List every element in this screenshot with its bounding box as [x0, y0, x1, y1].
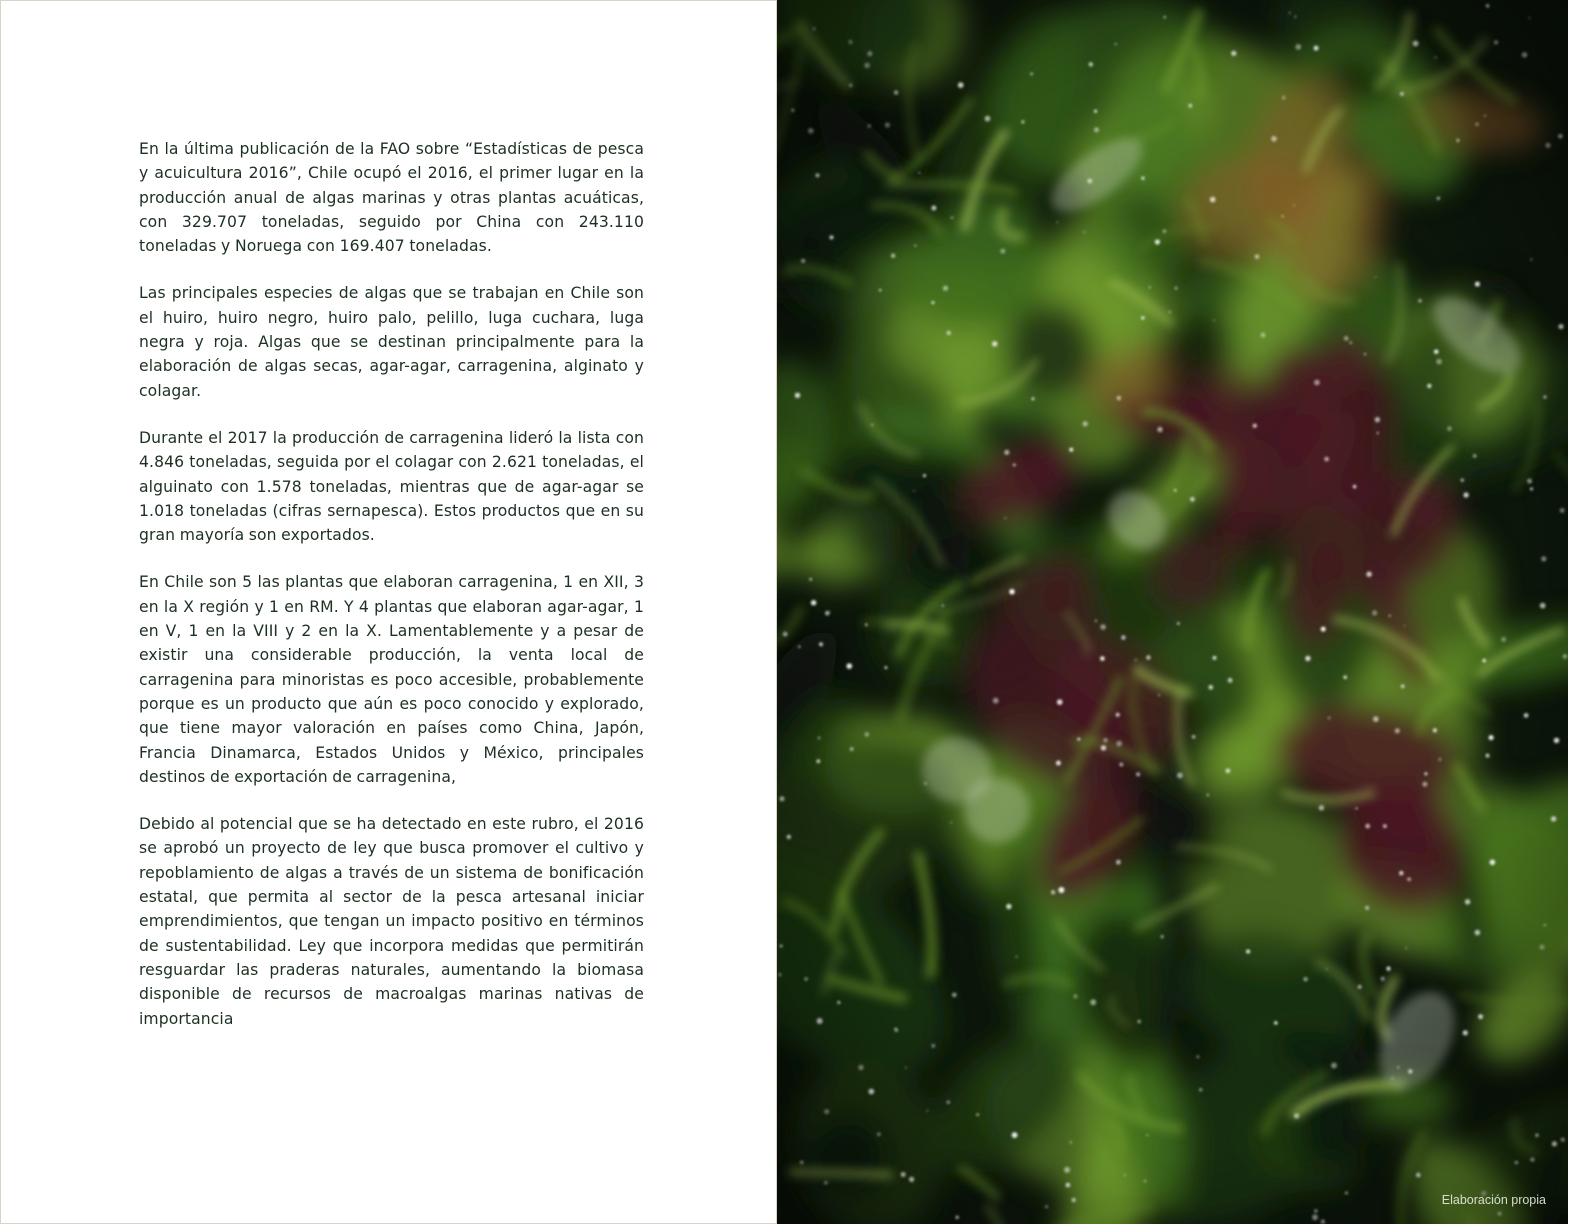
- paragraph-algae-law: Debido al potencial que se ha detectado en este rubro, el 2016 se aprobó un proyecto de ley que busca promover el cultivo y repoblamiento de algas a través de un sistema de bonificación estatal, que permita al sector de la pesca artesanal iniciar emprendimientos, que tengan un impacto positivo en términos de sustentabilidad. Ley que incorpora medidas que permitirán resguardar las praderas naturales, aumentando la biomasa disponible de recursos de macroalgas marinas nativas de importancia: [139, 815, 644, 1028]
- paragraph-production-2017: Durante el 2017 la producción de carragenina lideró la lista con 4.846 toneladas, seguida por el colagar con 2.621 toneladas, el alguinato con 1.578 toneladas, mientras que de agar-agar se 1.018 toneladas (cifras sernapesca). Estos productos que en su gran mayoría son exportados.: [139, 428, 644, 545]
- photo-vignette: [777, 0, 1568, 1224]
- paragraph-algae-species: Las principales especies de algas que se trabajan en Chile son el huiro, huiro negro, huiro palo, pelillo, luga cuchara, luga negra y roja. Algas que se destinan principalmente para la elaboración de algas secas, agar-agar, carragenina, alginato y colagar.: [139, 284, 644, 400]
- paragraph-processing-plants: En Chile son 5 las plantas que elaboran carragenina, 1 en XII, 3 en la X región y 1 en RM. Y 4 plantas que elaboran agar-agar, 1 en V, 1 en la VIII y 2 en la X. Lamentablemente y a pesar de existir una considerable producción, la venta local de carragenina para minoristas es poco accesible, probablemente porque es un producto que aún es poco conocido y explorado, que tiene mayor valoración en países como China, Japón, Francia Dinamarca, Estados Unidos y México, principales destinos de exportación de carragenina,: [139, 573, 644, 786]
- seaweed-photo-illustration: [777, 0, 1568, 1224]
- paragraph-fao-statistics: En la última publicación de la FAO sobre “Estadísticas de pesca y acuicultura 2016”, Chile ocupó el 2016, el primer lugar en la producción anual de algas marinas y otras plantas acuáticas, con 329.707 toneladas, seguido por China con 243.110 toneladas y Noruega con 169.407 toneladas.: [139, 140, 644, 256]
- seaweed-photo: [777, 0, 1568, 1224]
- text-page: [1, 1, 776, 1223]
- article-text-column: [139, 137, 644, 1054]
- page-edge: [1568, 0, 1584, 1224]
- photo-caption: Elaboración propia: [1441, 1193, 1546, 1207]
